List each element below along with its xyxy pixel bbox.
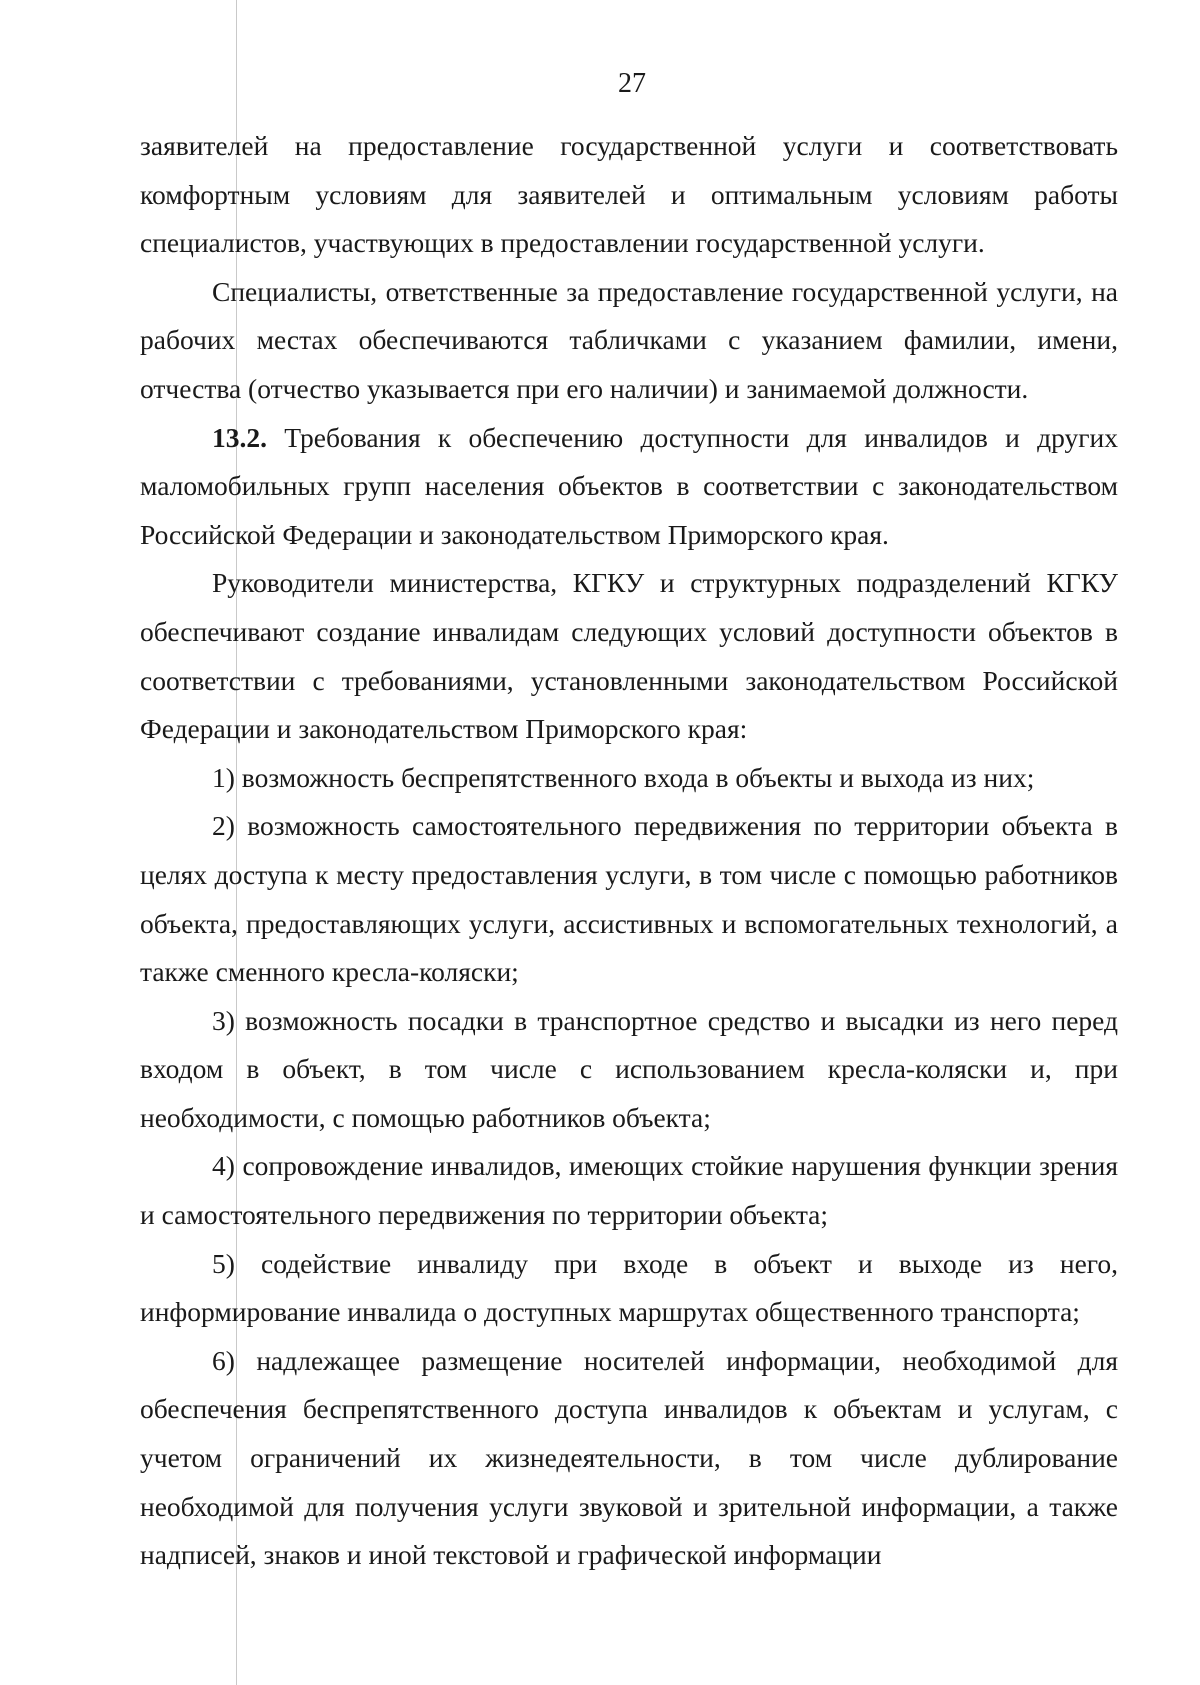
list-item-4: 4) сопровождение инвалидов, имеющих стойкие нарушения функции зрения и самостоятельного передвижения по территории объекта; <box>140 1150 1118 1231</box>
section-number: 13.2. <box>212 421 267 453</box>
paragraph-continuation: заявителей на предоставление государственной услуги и соответствовать комфортным условиям для заявителей и оптимальным условиям работы специалистов, участвующих в предоставлении государственной услуги. <box>140 130 1118 259</box>
list-item-1: 1) возможность беспрепятственного входа в объекты и выхода из них; <box>212 761 1035 793</box>
page-number: 27 <box>618 68 646 99</box>
list-item-5: 5) содействие инвалиду при входе в объект и выходе из него, информирование инвалида о доступных маршрутах общественного транспорта; <box>140 1247 1118 1328</box>
list-item-2: 2) возможность самостоятельного передвижения по территории объекта в целях доступа к месту предоставления услуги, в том числе с помощью работников объекта, предоставляющих услуги, ассистивных и вспомогательных технологий, а также сменного кресла-коляски; <box>140 810 1118 988</box>
list-item-3: 3) возможность посадки в транспортное средство и высадки из него перед входом в объект, в том числе с использованием кресла-коляски и, при необходимости, с помощью работников объекта; <box>140 1004 1118 1133</box>
paragraph-managers: Руководители министерства, КГКУ и структурных подразделений КГКУ обеспечивают создание инвалидам следующих условий доступности объектов в соответствии с требованиями, установленными законодательством Российской Федерации и законодательством Приморского края: <box>140 567 1118 745</box>
document-body <box>140 122 1118 1580</box>
list-item-6: 6) надлежащее размещение носителей информации, необходимой для обеспечения беспрепятственного доступа инвалидов к объектам и услугам, с учетом ограничений их жизнедеятельности, в том числе дублирование необходимой для получения услуги звуковой и зрительной информации, а также надписей, знаков и иной текстовой и графической информации <box>140 1344 1118 1571</box>
paragraph-section-13-2 <box>140 414 1118 560</box>
paragraph-specialists: Специалисты, ответственные за предоставление государственной услуги, на рабочих местах обеспечиваются табличками с указанием фамилии, имени, отчества (отчество указывается при его наличии) и занимаемой должности. <box>140 275 1118 404</box>
section-heading-text: Требования к обеспечению доступности для инвалидов и других маломобильных групп населения объектов в соответствии с законодательством Российской Федерации и законодательством Приморского края. <box>140 421 1118 550</box>
